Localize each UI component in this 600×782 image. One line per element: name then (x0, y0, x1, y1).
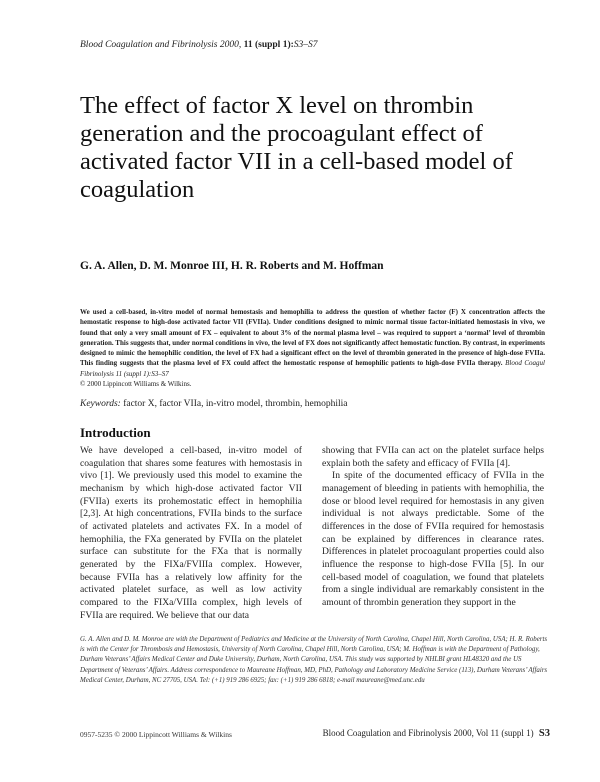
keywords (80, 399, 348, 409)
section-heading-introduction: Introduction (80, 425, 151, 440)
keywords-list: factor X, factor VIIa, in-vitro model, thrombin, hemophilia (123, 399, 348, 409)
abstract-copyright: © 2000 Lippincott Williams & Wilkins. (80, 380, 192, 389)
volume-issue: 11 (suppl 1): (243, 40, 294, 50)
paragraph: In spite of the documented efficacy of FVIIa in the management of bleeding in patients with hemophilia, the dose or blood level required for hemostasis in any given individual is not always predictable. Some of the differences in the dose of FVIIa required for hemostasis can be explained by differences in clearance rates. Differences in platelet procoagulant properties could also influence the response to high-dose FVIIa [5]. In our cell-based model of coagulation, we found that platelets from a single individual are remarkably consistent in the amount of thrombin generation they support in the (322, 470, 544, 608)
abstract-text: We used a cell-based, in-vitro model of normal hemostasis and hemophilia to address the question of whether factor (F) X concentration affects the hemostatic response to high-dose activated factor VII (FVIIa). Under conditions designed to mimic normal tissue factor-initiated hemostasis in vivo, we found that only a very small amount of FX – equivalent to about 3% of the normal plasma level – was required to support a ‘normal’ level of thrombin generation. This suggests that, under normal conditions in vivo, the level of FX does not significantly affect hemostatic function. By contrast, in experiments designed to mimic the hemophilic condition, the level of FX had a significant effect on the level of thrombin generated in the presence of high-dose FVIIa. This finding suggests that the plasma level of FX could affect the hemostatic response of hemophilic patients to high-dose FVIIa therapy. (80, 308, 545, 368)
body-column-right (322, 445, 544, 635)
author-list: G. A. Allen, D. M. Monroe III, H. R. Roberts and M. Hoffman (80, 260, 384, 272)
keywords-label: Keywords: (80, 399, 121, 409)
footer-journal (323, 728, 550, 739)
article-title: The effect of factor X level on thrombin generation and the procoagulant effect of activated factor VII in a cell-based model of coagulation (80, 92, 513, 203)
journal-citation: Blood Coagulation and Fibrinolysis 2000, (80, 40, 242, 50)
footer-copyright: 0957-5235 © 2000 Lippincott Williams & Wilkins (80, 730, 232, 739)
affiliation-footnote: G. A. Allen and D. M. Monroe are with the Department of Pediatrics and Medicine at the University of North Carolina, Chapel Hill, North Carolina, USA; H. R. Roberts is with the Center for Thrombosis and Hemostasis, University of North Carolina, Chapel Hill, North Carolina, USA; M. Hoffman is with the Department of Pathology, Durham Veterans’ Affairs Medical Center and Duke University, Durham, North Carolina, USA. This study was supported by NHLBI grant HL48320 and the US Department of Veterans’ Affairs. Address correspondence to Maureane Hoffman, MD, PhD, Pathology and Laboratory Medicine Service (113), Durham Veterans’ Affairs Medical Center, Durham, NC 27705, USA. Tel: (+1) 919 286 6925; fax: (+1) 919 286 6818; e-mail maureane@med.unc.edu (80, 636, 548, 684)
paragraph: We have developed a cell-based, in-vitro model of coagulation that shares some features with hemostasis in vivo [1]. We previously used this model to examine the mechanism by which high-dose activated factor VII (FVIIa) exerts its prohemostatic effect in hemophilia [2,3]. At high concentrations, FVIIa binds to the surface of activated platelets and activates FX. In a model of hemophilia, the FXa generated by FVIIa on the platelet surface can substitute for the FXa that is normally generated by the FIXa/FVIIIa complex. However, because FVIIa has a relatively low affinity for the activated platelet surface, as well as low activity compared to the FIXa/VIIIa complex, high levels of FVIIa are required. We believe that our data (80, 445, 302, 621)
journal-header (80, 40, 318, 50)
abstract (80, 307, 545, 389)
paragraph: showing that FVIIa can act on the platelet surface helps explain both the safety and efficacy of FVIIa [4]. (322, 445, 544, 469)
page-range: S3–S7 (293, 40, 318, 50)
footer-journal-line: Blood Coagulation and Fibrinolysis 2000, Vol 11 (suppl 1) (322, 728, 534, 738)
abstract-citation: Blood Coagul Fibrinolysis 11 (suppl 1):S3–S7 (80, 359, 545, 378)
body-column-left (80, 445, 302, 635)
page-number: S3 (538, 728, 550, 739)
